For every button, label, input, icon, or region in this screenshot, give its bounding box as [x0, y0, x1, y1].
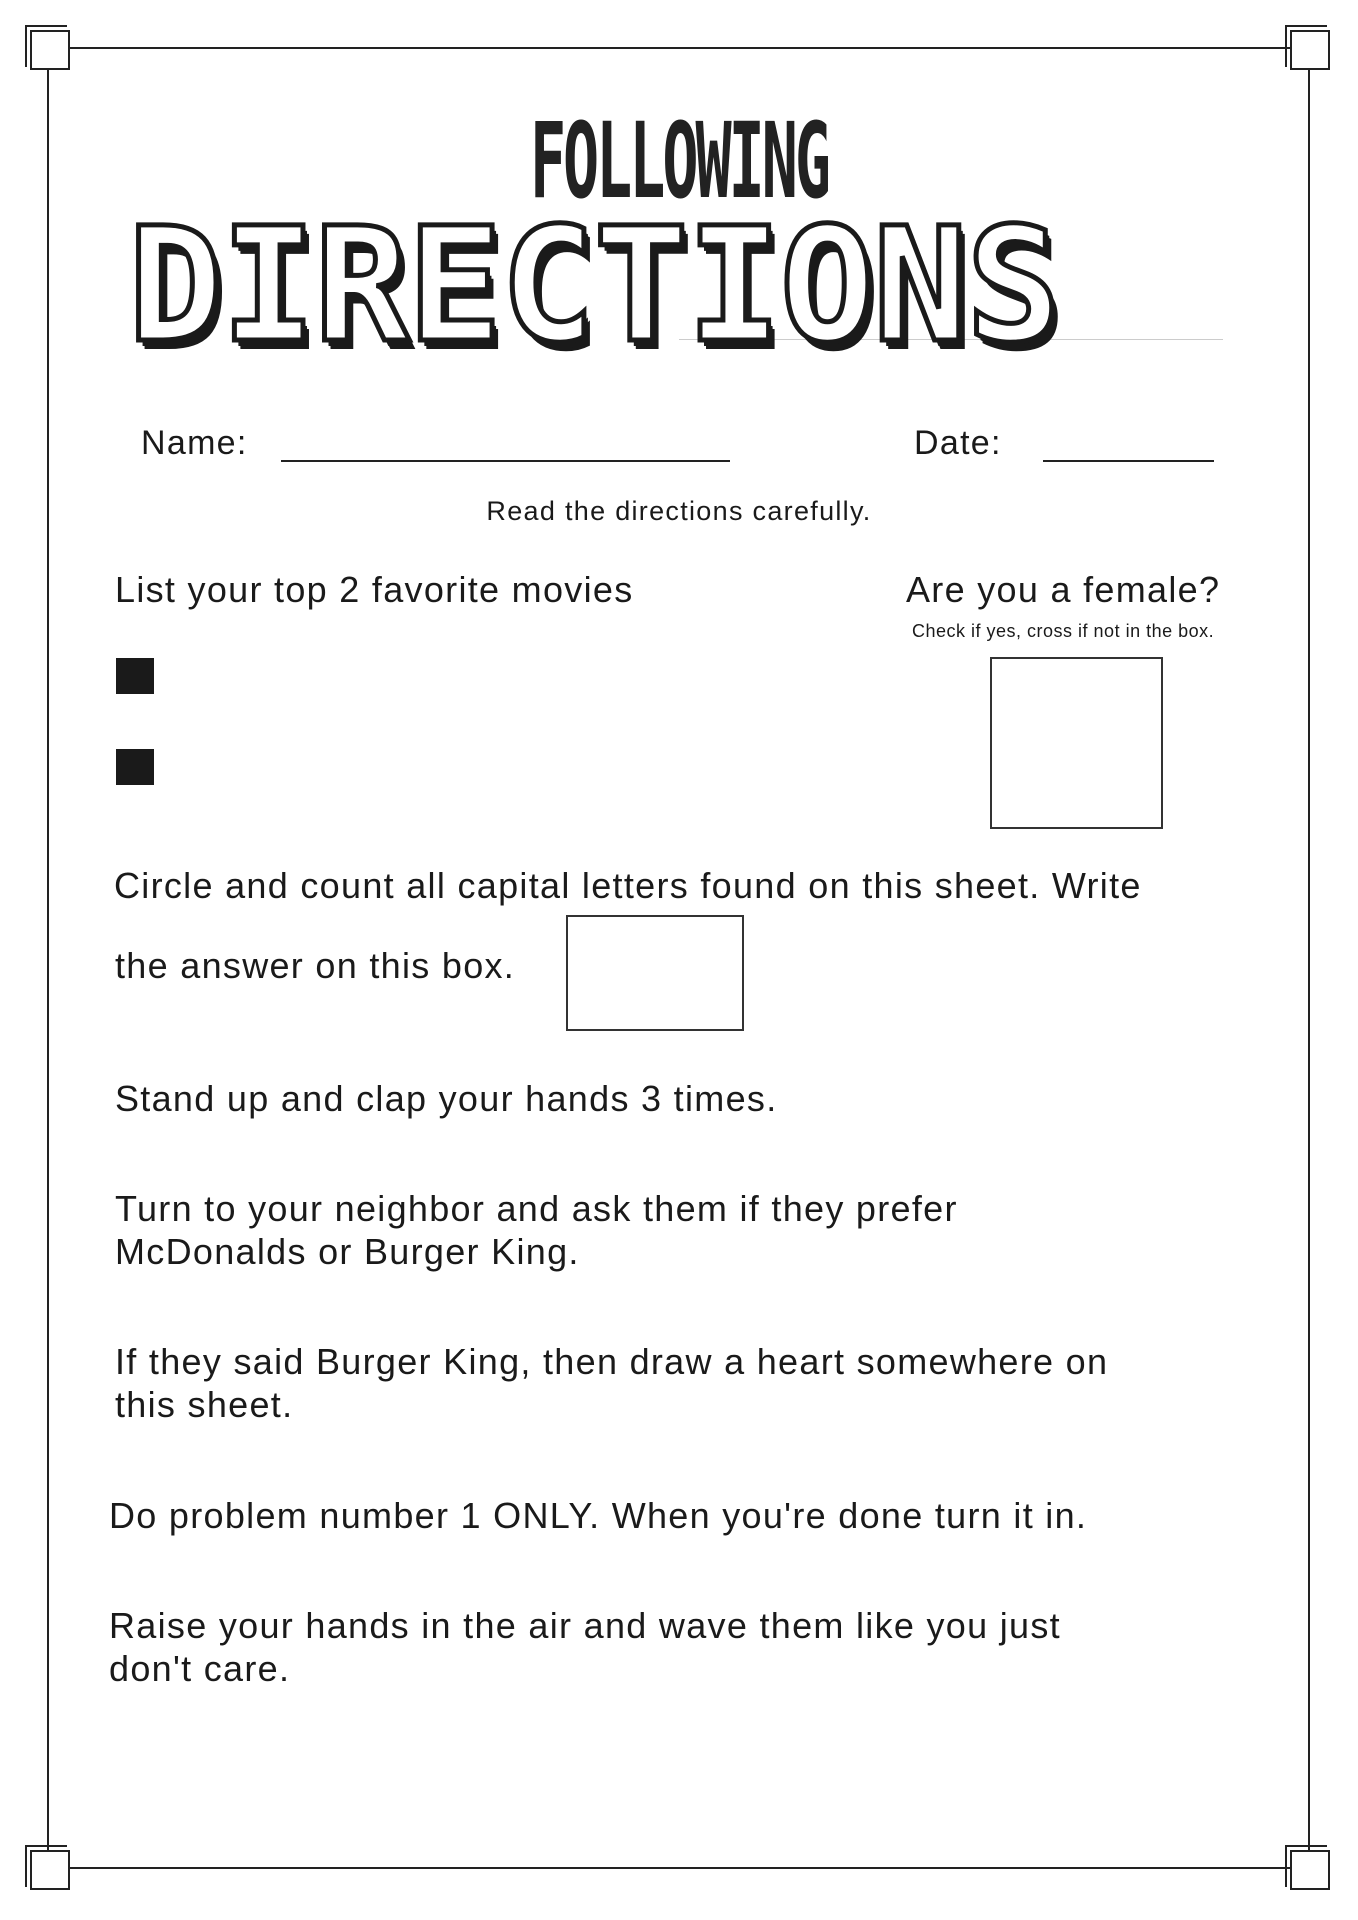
step-problem: Do problem number 1 ONLY. When you're done turn it in. — [109, 1495, 1088, 1536]
title-following: FOLLOWING — [529, 101, 829, 223]
name-label: Name: — [141, 424, 248, 462]
date-field[interactable] — [1043, 460, 1214, 462]
instruction-text: Read the directions carefully. — [486, 496, 872, 526]
corner-ornament — [30, 30, 70, 70]
step-neighbor-line1: Turn to your neighbor and ask them if they prefer — [115, 1188, 958, 1229]
step-neighbor-line2: McDonalds or Burger King. — [115, 1231, 580, 1272]
bullet-square-icon — [116, 749, 154, 785]
step-clap: Stand up and clap your hands 3 times. — [115, 1078, 778, 1119]
female-checkbox[interactable] — [990, 657, 1163, 829]
title-directions: DIRECTIONS — [128, 194, 1060, 378]
step-raise-line1: Raise your hands in the air and wave them like you just — [109, 1605, 1061, 1646]
female-question: Are you a female? — [906, 569, 1221, 610]
corner-ornament — [1290, 30, 1330, 70]
bullet-square-icon — [116, 658, 154, 694]
capitals-text-line2: the answer on this box. — [115, 945, 516, 986]
corner-ornament — [1290, 1850, 1330, 1890]
capitals-answer-box[interactable] — [566, 915, 744, 1031]
female-hint: Check if yes, cross if not in the box. — [912, 621, 1215, 641]
corner-ornament — [30, 1850, 70, 1890]
step-heart-line2: this sheet. — [115, 1384, 294, 1425]
movies-prompt: List your top 2 favorite movies — [115, 569, 634, 610]
step-raise-line2: don't care. — [109, 1648, 291, 1689]
capitals-text-line1: Circle and count all capital letters found on this sheet. Write — [114, 865, 1142, 906]
date-label: Date: — [914, 424, 1002, 462]
name-field[interactable] — [281, 460, 730, 462]
step-heart-line1: If they said Burger King, then draw a heart somewhere on — [115, 1341, 1109, 1382]
